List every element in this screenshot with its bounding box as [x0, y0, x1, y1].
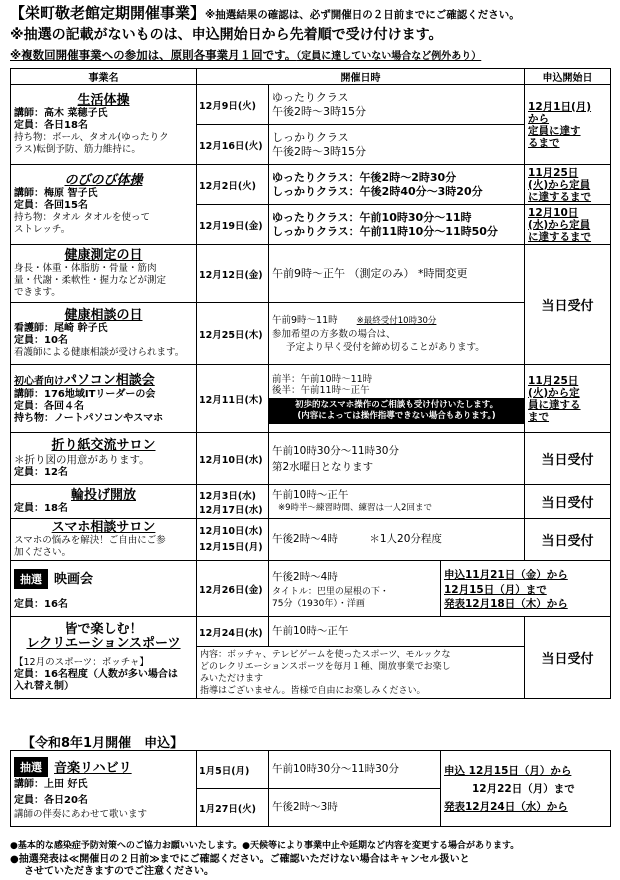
- footer-note-1: ●基本的な感染症予防対策へのご協力お願いいたします。●天候等により事業中止や延期など内容を変更する場合があります。: [10, 841, 520, 851]
- event-apply: [525, 165, 611, 205]
- event-nobinobi: [11, 165, 197, 245]
- apply-until: 定員に達す: [528, 124, 581, 137]
- event-date: 12月24日(水): [197, 617, 269, 647]
- event-items: 持ち物：タオル タオルを使って: [14, 212, 151, 223]
- event-desc: 指導はございません。皆様で自由にお楽しみください。: [200, 685, 426, 696]
- class-name: しっかりクラス: [272, 130, 349, 144]
- notice-line: (内容によっては操作指導できない場合もあります。): [297, 411, 496, 421]
- apply-line: 12月10日: [528, 206, 579, 219]
- event-title-2: レクリエーションスポーツ: [26, 635, 181, 651]
- apply-line: まで: [528, 410, 550, 423]
- event-title-row: [14, 568, 193, 589]
- event-capacity: 定員：各回４名: [14, 400, 84, 412]
- event-items-2: ラス)転倒予防、筋力維持に。: [14, 144, 141, 155]
- event-time: [269, 125, 525, 165]
- notice-multi-events: [10, 50, 481, 62]
- apply-line: に達するまで: [528, 230, 592, 243]
- footer-note-2: ●抽選発表は≪開催日の２日前≫までにご確認ください。ご確認いただけない場合はキャンセル扱いと: [10, 854, 470, 865]
- event-title: 健康相談の日: [64, 308, 143, 323]
- event-time: [269, 789, 441, 827]
- title-note: ※抽選結果の確認は、必ず開催日の２日前までにご確認ください。: [205, 9, 520, 21]
- col-header-apply: 申込開始日: [525, 69, 611, 85]
- event-title: のびのび体操: [64, 173, 143, 188]
- event-music: [11, 751, 197, 827]
- event-time: [269, 617, 525, 647]
- notice-main: ※複数回開催事業への参加は、原則各事業月１回です。: [10, 48, 297, 62]
- time-text: 午後2時～3時: [272, 801, 338, 813]
- event-date: 12月16日(火): [197, 125, 269, 165]
- time-text: 午前10時～正午: [272, 625, 349, 637]
- event-date: 12月10日(水): [199, 525, 263, 537]
- smartphone-notice-box: [269, 398, 524, 424]
- time-line: [272, 533, 521, 546]
- apply-dayof: 当日受付: [525, 485, 611, 519]
- apply-date: 12月1日(月): [528, 100, 592, 113]
- event-origami: [11, 433, 197, 485]
- january-table: [10, 750, 611, 827]
- event-title: 折り紙交流サロン: [51, 438, 156, 453]
- event-date: 1月27日(火): [197, 789, 269, 827]
- event-date: 12月26日(金): [197, 561, 269, 617]
- event-desc: みいただけます: [200, 673, 264, 684]
- event-title: [14, 373, 193, 389]
- event-time: [269, 165, 525, 205]
- event-capacity: 定員：各回15名: [14, 200, 88, 211]
- event-time: [269, 433, 525, 485]
- event-time: [269, 365, 525, 433]
- event-kenko-sokutei: [11, 245, 197, 303]
- event-desc: 内容：ボッチャ、テレビゲームを使ったスポーツ、モルックな: [200, 649, 451, 660]
- event-title-main: パソコン相談会: [64, 372, 155, 388]
- event-apply: [441, 751, 611, 827]
- event-desc: 看護師による健康相談が受けられます。: [14, 347, 185, 358]
- footer-note-3: させていただきますのでご注意ください。: [24, 866, 214, 877]
- event-date: 1月5日(月): [197, 751, 269, 789]
- event-capacity: 定員：18名: [14, 503, 68, 514]
- event-date: 12月15日(月): [199, 541, 263, 553]
- event-date: 12月10日(水): [197, 433, 269, 485]
- event-pasokon: [11, 365, 197, 433]
- time-line: [272, 314, 521, 328]
- time-text: 午前10時30分～11時30分: [272, 763, 399, 775]
- practice-note: ※9時半～練習時間、練習は一人2回まで: [278, 502, 432, 513]
- event-time: [269, 205, 525, 245]
- col-header-name: 事業名: [11, 69, 197, 85]
- event-time: [269, 485, 525, 519]
- event-date: 12月3日(水): [199, 490, 257, 502]
- apply-dayof: 当日受付: [525, 617, 611, 699]
- time-text: 午後2時～4時: [272, 533, 338, 545]
- class-slot: しっかりクラス：午後2時40分～3時20分: [272, 184, 483, 198]
- event-title: 健康測定の日: [64, 248, 143, 263]
- time-text: 午前10時30分～11時30分: [272, 444, 399, 457]
- event-date: 12月17日(水): [199, 504, 263, 516]
- apply-end: 12月15日（月）まで: [444, 583, 547, 596]
- time-text: 午前10時～正午: [272, 488, 349, 501]
- result-announce: 発表12月18日（木）から: [444, 597, 568, 610]
- event-wanage: [11, 485, 197, 519]
- class-name: ゆったりクラス: [272, 90, 349, 104]
- notice-exception: （定員に達していない場合など例外あり）: [296, 51, 482, 62]
- event-capacity-2: 入れ替え制）: [14, 680, 74, 692]
- event-desc: 加ください。: [14, 547, 72, 558]
- class-time: 午後2時～3時15分: [272, 104, 366, 118]
- event-title: 生活体操: [77, 93, 130, 108]
- event-desc: 講師の伴奏にあわせて歌います: [14, 809, 148, 821]
- event-time: [269, 519, 525, 561]
- event-date: 12月2日(火): [197, 165, 269, 205]
- event-instructor: 看護師：尾崎 幹子氏: [14, 323, 108, 334]
- event-items: 持ち物：ノートパソコンやスマホ: [14, 412, 164, 424]
- event-capacity: 定員：12名: [14, 467, 68, 478]
- event-time: [269, 561, 441, 617]
- event-capacity: 定員：16名程度（人数が多い場合は: [14, 668, 178, 680]
- event-date: 12月9日(火): [197, 85, 269, 125]
- schedule-note: 第2水曜日となります: [272, 460, 374, 473]
- event-instructor: 講師：梅原 智子氏: [14, 188, 98, 199]
- event-time: [269, 303, 525, 365]
- apply-until-2: るまで: [528, 136, 560, 149]
- event-date: 12月25日(木): [197, 303, 269, 365]
- event-title: 映画会: [54, 572, 94, 588]
- time-second-half: 後半：午前11時～正午: [272, 385, 370, 396]
- class-slot: ゆったりクラス：午後2時～2時30分: [272, 170, 457, 184]
- sport-of-month: 【12月のスポーツ：ボッチャ】: [14, 656, 149, 668]
- event-date: 12月19日(金): [197, 205, 269, 245]
- lottery-badge: 抽選: [14, 757, 48, 777]
- apply-end: 12月22日（月）まで: [472, 782, 575, 795]
- event-time: [269, 751, 441, 789]
- col-header-date: 開催日時: [197, 69, 525, 85]
- event-date: 12月11日(木): [197, 365, 269, 433]
- apply-line: 11月25日: [528, 374, 579, 387]
- event-desc: スマホの悩みを解決！ご自由にご参: [14, 535, 166, 546]
- event-instructor: 講師：高木 菜穂子氏: [14, 108, 108, 119]
- event-instructor: 講師：上田 好氏: [14, 779, 88, 791]
- event-apply: [441, 561, 611, 617]
- time-text: 午後2時～4時: [272, 570, 338, 583]
- movie-info: 75分（1930年）・洋画: [272, 598, 365, 609]
- class-slot: ゆったりクラス：午前10時30分～11時: [272, 210, 472, 224]
- event-desc: 量・代謝・柔軟性・握力などが測定: [14, 275, 167, 286]
- apply-dayof: 当日受付: [525, 433, 611, 485]
- event-capacity: 定員：各日20名: [14, 795, 88, 807]
- per-person-note: ＊1人20分程度: [369, 533, 442, 545]
- event-recreation: [11, 617, 197, 699]
- apply-line: 11月25日: [528, 166, 579, 179]
- event-time: [269, 85, 525, 125]
- event-desc-cell: [197, 647, 525, 699]
- apply-start: 申込11月21日（金）から: [444, 568, 568, 581]
- title-text: 【栄町敬老館定期開催事業】: [10, 4, 206, 22]
- apply-line: 員に達する: [528, 398, 581, 411]
- class-time: 午後2時～3時15分: [272, 144, 366, 158]
- event-seikatsu: [11, 85, 197, 165]
- time-first-half: 前半：午前10時～11時: [272, 374, 373, 385]
- event-time: [269, 245, 525, 303]
- apply-line: に達するまで: [528, 190, 592, 203]
- apply-line: (火)から定員: [528, 178, 591, 191]
- event-title: 輪投げ開放: [70, 488, 136, 503]
- result-announce: 発表12月24日（水）から: [444, 800, 568, 813]
- event-title-prefix: 初心者向け: [14, 375, 64, 387]
- event-apply: [525, 205, 611, 245]
- event-items-2: ストレッチ。: [14, 224, 71, 235]
- apply-dayof: 当日受付: [525, 519, 611, 561]
- page-title: [10, 6, 520, 21]
- event-date: 12月12日(金): [197, 245, 269, 303]
- crowd-note: 参加希望の方多数の場合は、: [272, 328, 396, 340]
- event-instructor: 講師：176地域ITリーダーの会: [14, 388, 156, 400]
- event-title: 音楽リハビリ: [54, 760, 132, 776]
- event-dates: [197, 519, 269, 561]
- schedule-table: [10, 68, 611, 699]
- apply-dayof: 当日受付: [525, 245, 611, 365]
- event-title-row: [14, 757, 193, 778]
- event-capacity: 定員：10名: [14, 335, 68, 346]
- event-apply: [525, 85, 611, 165]
- event-eiga: [11, 561, 197, 617]
- time-text: 午前9時～正午 （測定のみ） *時間変更: [272, 266, 468, 280]
- event-desc: 身長・体重・体脂肪・骨量・筋肉: [14, 263, 157, 274]
- last-reception-note: ※最終受付10時30分: [356, 315, 437, 326]
- event-items: 持ち物：ボール、タオル(ゆったりク: [14, 132, 169, 143]
- class-slot: しっかりクラス：午前11時10分～11時50分: [272, 224, 498, 238]
- apply-line: (水)から定員: [528, 218, 591, 231]
- apply-line: (火)から定: [528, 386, 580, 399]
- notice-line: 初歩的なスマホ操作のご相談も受け付けいたします。: [294, 400, 499, 410]
- event-capacity: 定員：16名: [14, 598, 68, 610]
- event-desc: できます。: [14, 287, 61, 298]
- notice-first-come: ※抽選の記載がないものは、申込開始日から先着順で受け付けます。: [10, 27, 443, 43]
- event-apply: [525, 365, 611, 433]
- lottery-badge: 抽選: [14, 569, 48, 589]
- event-desc: どのレクリエーションスポーツを毎月１種、開放事業でお楽し: [200, 661, 451, 672]
- event-title: 皆で楽しむ！: [64, 621, 143, 637]
- movie-title: タイトル：巴里の屋根の下・: [272, 586, 389, 597]
- event-sumaho: [11, 519, 197, 561]
- event-title: スマホ相談サロン: [51, 520, 156, 535]
- event-dates: [197, 485, 269, 519]
- time-text: 午前9時～11時: [272, 314, 338, 326]
- event-desc: ＊折り図の用意があります。: [14, 454, 150, 466]
- event-kenko-sodan: [11, 303, 197, 365]
- apply-from: から: [528, 112, 550, 125]
- section-january: 【令和8年1月開催 申込】: [22, 736, 184, 751]
- apply-start: 申込 12月15日（月）から: [444, 764, 572, 777]
- event-capacity: 定員：各日18名: [14, 120, 88, 131]
- crowd-note-2: 予定より早く受付を締め切ることがあります。: [286, 341, 485, 353]
